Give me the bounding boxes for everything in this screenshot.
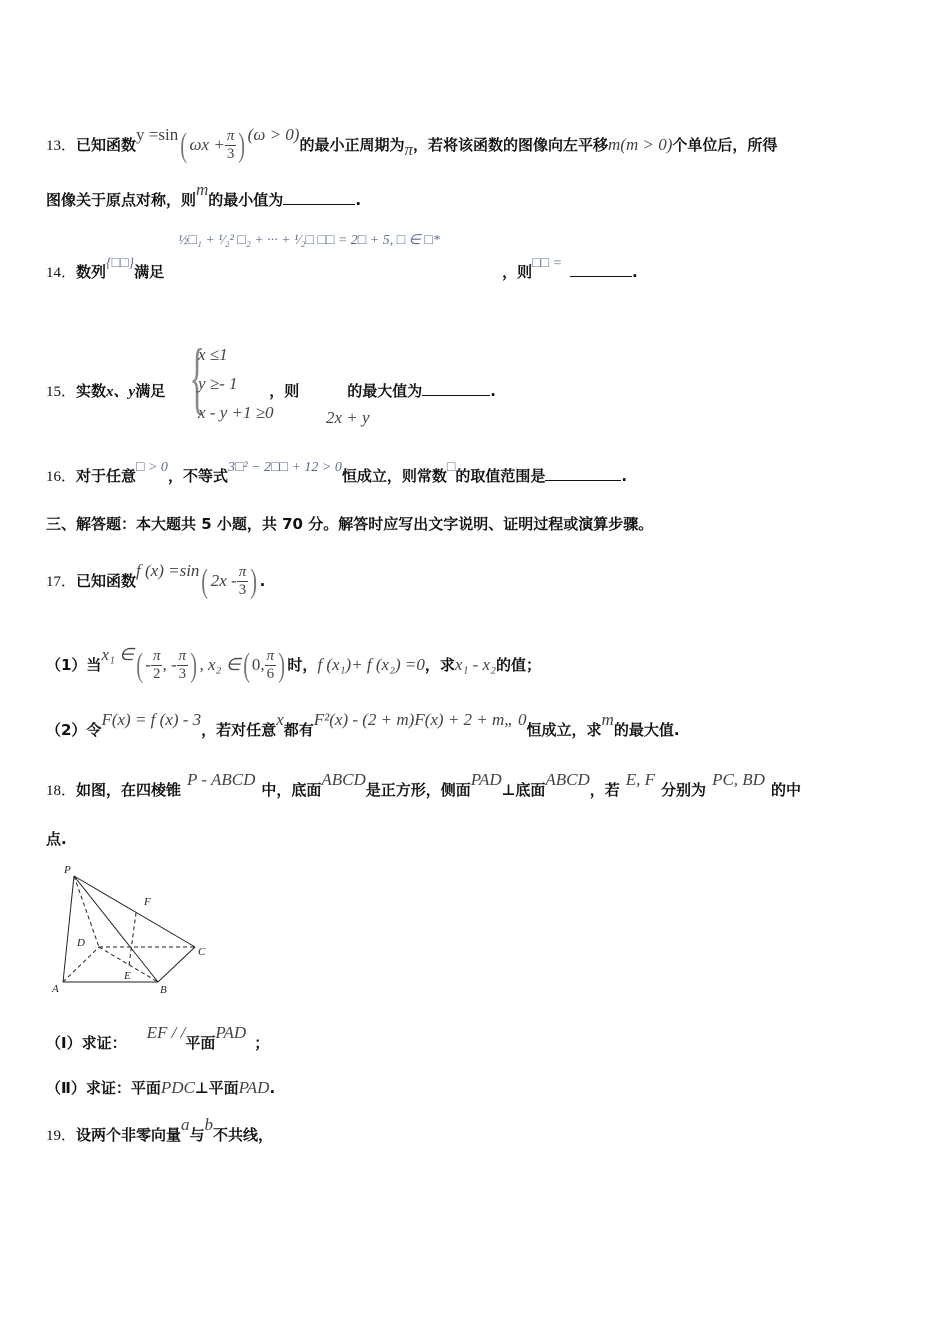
label-D: D (77, 937, 85, 949)
question-18-part2 (46, 1078, 275, 1098)
question-number: 13． (46, 138, 77, 154)
punctuation: . (355, 191, 362, 209)
paren-right: ) (190, 646, 198, 684)
answer-blank (545, 466, 621, 481)
math-expression: EF / / (146, 1023, 186, 1042)
question-text: 如图，在四棱锥 (76, 781, 182, 799)
part-label: （Ⅰ）求证： (46, 1034, 127, 1052)
question-18-part1 (46, 1023, 270, 1053)
punctuation: . (621, 467, 628, 485)
math-var: m (601, 710, 614, 729)
question-number: 14． (46, 265, 77, 281)
denominator: 3 (178, 666, 187, 682)
question-text: 图像关于原点对称，则 (46, 191, 197, 209)
question-text: ⊥平面 (194, 1079, 239, 1097)
question-text: 与 (189, 1126, 205, 1144)
paren-right: ) (250, 562, 258, 600)
question-text: 已知函数 (76, 136, 137, 154)
question-number: 15． (46, 384, 77, 400)
objective-function: 2x + y (326, 408, 370, 427)
question-text: 满足 (134, 263, 165, 281)
paren-left: ( (180, 126, 188, 164)
question-number: 16． (46, 469, 77, 485)
question-text: ，则 (502, 263, 533, 281)
punctuation: . (632, 263, 638, 281)
question-text: 的最大值为 (347, 382, 423, 400)
numerator: π (226, 128, 235, 144)
constraint: x - y +1 ≥0 (198, 403, 274, 422)
part-label: （1）当 (46, 656, 102, 674)
question-text: 都有 (283, 721, 314, 739)
question-text: 的最小正周期为 (299, 136, 405, 154)
question-text: 的最大值. (613, 721, 680, 739)
math-expression: PC, BD (712, 770, 765, 789)
constraint: y ≥- 1 (198, 374, 238, 393)
math-expression: P - ABCD (187, 770, 256, 789)
fraction (265, 648, 277, 683)
question-19 (46, 1115, 274, 1146)
numerator: π (238, 564, 247, 580)
question-17-part1 (46, 645, 541, 684)
question-14 (46, 256, 638, 284)
fraction (177, 648, 189, 683)
numerator: π (178, 648, 187, 664)
fraction (225, 128, 237, 163)
label-F: F (144, 896, 151, 908)
question-number: 19． (46, 1128, 77, 1144)
math-expression: PAD (470, 770, 502, 789)
question-text: ，若 (589, 781, 620, 799)
question-text: 分别为 (661, 781, 707, 799)
question-number: 18． (46, 783, 77, 799)
question-text: 满足 (135, 382, 166, 400)
q14-equation: ½□₁ + ¹⁄₂² □₂ + ··· + ¹⁄₂□ □□ = 2□ + 5, □ ∈ □* (178, 233, 440, 248)
question-15 (46, 381, 496, 402)
math-inequality: F²(x) - (2 + m)F(x) + 2 + m„ 0 (313, 710, 527, 729)
math-expression: ωx + (189, 135, 225, 154)
question-text: ，若对任意 (201, 721, 277, 739)
vector-b: b (204, 1115, 214, 1134)
math-expression: y =sin (136, 125, 179, 144)
math-expression: ABCD (545, 770, 590, 789)
question-text: 对于任意 (76, 467, 137, 485)
question-17-part2 (46, 710, 680, 740)
denominator: 3 (226, 146, 235, 162)
question-18 (46, 770, 801, 801)
question-13-line1 (46, 125, 778, 164)
math-expression: 2x - (210, 571, 237, 590)
math-constant: □ (446, 460, 456, 475)
question-text: 实数 (76, 382, 107, 400)
punctuation: . (259, 572, 266, 590)
math-inequality: 3□² − 2□□ + 12 > 0 (227, 460, 342, 475)
answer-blank (570, 262, 632, 277)
question-number: 17． (46, 574, 77, 590)
question-text: ，则 (269, 382, 300, 400)
math-expression: x₁ - x₂ (454, 655, 496, 674)
math-target: □□ = (532, 256, 563, 271)
section-heading: 三、解答题：本大题共 5 小题，共 70 分。解答时应写出文字说明、证明过程或演算步骤。 (46, 515, 654, 533)
math-expression: , x₂ ∈ (199, 655, 241, 674)
question-text: ⊥底面 (501, 781, 546, 799)
fraction (237, 564, 249, 599)
label-B: B (160, 984, 167, 996)
answer-blank (422, 381, 490, 396)
question-text: 设两个非零向量 (76, 1126, 182, 1144)
math-var: x (276, 710, 284, 729)
pyramid-figure (40, 855, 230, 1000)
vector-a: a (181, 1115, 190, 1134)
math-value: 0, (251, 655, 265, 674)
question-text: ，若将该函数的图像向左平移 (413, 136, 609, 154)
math-expression: ABCD (321, 770, 366, 789)
paren-left: ( (242, 646, 250, 684)
question-13-line2 (46, 180, 362, 210)
question-text: 时， (287, 656, 318, 674)
label-C: C (198, 946, 206, 958)
math-condition: (ω > 0) (247, 125, 300, 144)
question-text: ，求 (424, 656, 455, 674)
question-text: 是正方形，侧面 (365, 781, 471, 799)
denominator: 3 (238, 582, 247, 598)
fraction (151, 648, 163, 683)
math-var: m (196, 180, 209, 199)
answer-blank (283, 190, 355, 205)
paren-left: ( (201, 562, 209, 600)
math-sign: - (145, 655, 151, 674)
numerator: π (266, 648, 275, 664)
punctuation: . (269, 1079, 276, 1097)
question-17 (46, 561, 266, 600)
question-text: 的值； (495, 656, 541, 674)
math-expression: E, F (625, 770, 656, 789)
question-text: 的取值范围是 (455, 467, 546, 485)
numerator: π (152, 648, 161, 664)
paren-right: ) (238, 126, 246, 164)
question-16 (46, 460, 628, 488)
question-text: 个单位后，所得 (672, 136, 778, 154)
math-definition: F(x) = f (x) - 3 (101, 710, 202, 729)
punctuation: ； (254, 1034, 270, 1052)
math-expression: PDC (160, 1078, 195, 1097)
math-equation: f (x₁)+ f (x₂) =0 (317, 655, 425, 674)
question-18-line2: 点. (46, 830, 67, 848)
part-label: （2）令 (46, 721, 102, 739)
math-shift: m(m > 0) (608, 135, 673, 154)
question-text: 数列 (76, 263, 107, 281)
variables: x、y (106, 384, 136, 400)
math-expression: PAD (238, 1078, 270, 1097)
math-expression: PAD (215, 1023, 247, 1042)
label-E: E (124, 970, 131, 982)
label-A: A (52, 983, 59, 995)
punctuation: . (490, 382, 496, 400)
math-period: π (404, 140, 414, 159)
math-sequence: {□□} (106, 256, 135, 271)
question-text: 恒成立，则常数 (341, 467, 447, 485)
question-text: 中，底面 (261, 781, 322, 799)
paren-left: ( (136, 646, 144, 684)
math-expression: x₁ ∈ (101, 645, 134, 664)
denominator: 6 (266, 666, 275, 682)
label-P: P (64, 864, 71, 876)
denominator: 2 (152, 666, 161, 682)
question-text: 不共线， (213, 1126, 274, 1144)
part-label: （Ⅱ）求证：平面 (46, 1079, 161, 1097)
question-text: 恒成立，求 (526, 721, 602, 739)
constraint: x ≤1 (198, 345, 228, 364)
question-text: 平面 (185, 1034, 216, 1052)
paren-right: ) (278, 646, 286, 684)
question-text: ，不等式 (167, 467, 228, 485)
math-expression: f (x) =sin (136, 561, 200, 580)
math-sign: , - (162, 655, 177, 674)
question-text: 已知函数 (76, 572, 137, 590)
question-text: 的最小值为 (208, 191, 284, 209)
math-condition: □ > 0 (136, 460, 168, 475)
brace-icon: { (189, 334, 205, 422)
question-text: 的中 (770, 781, 801, 799)
